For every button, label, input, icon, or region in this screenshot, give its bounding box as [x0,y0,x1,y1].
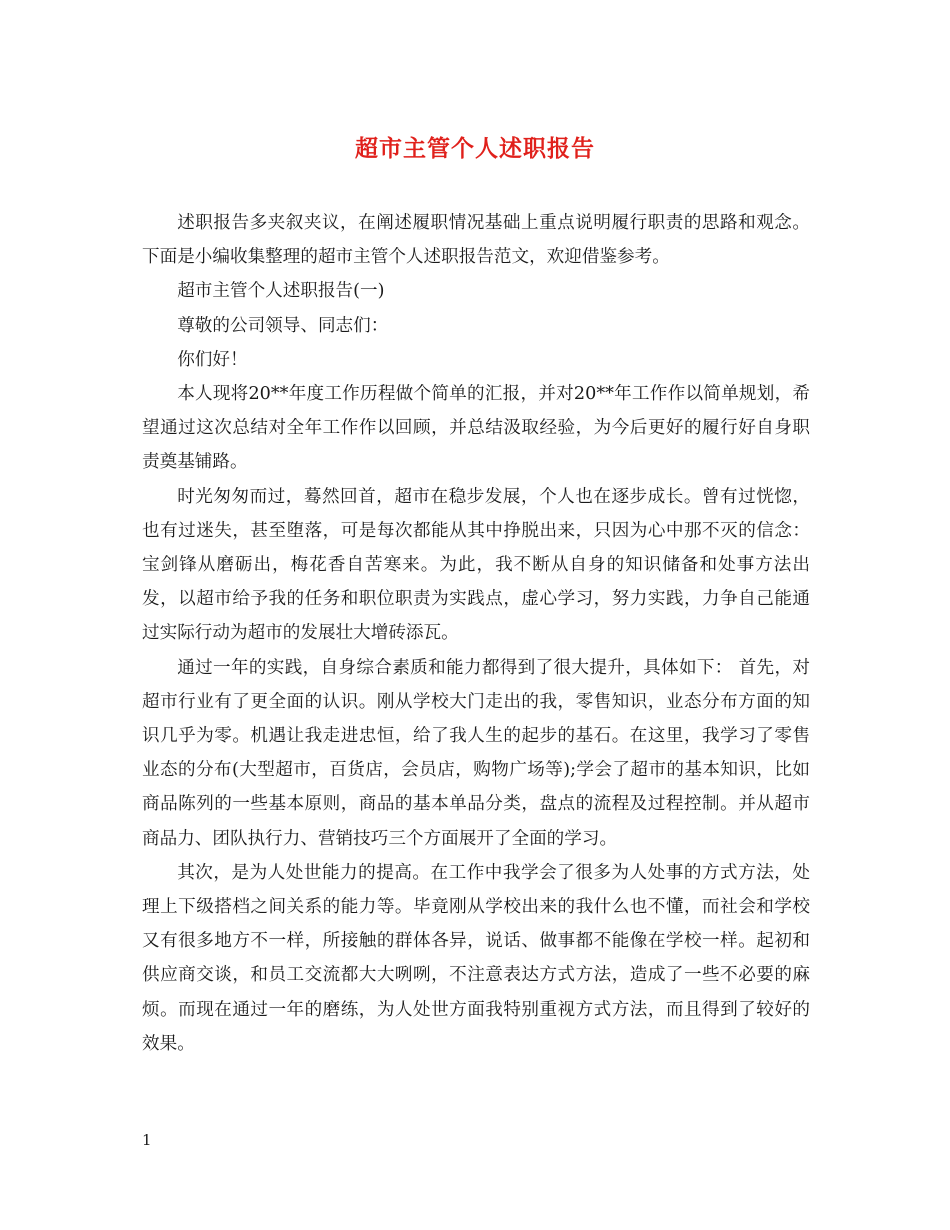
paragraph-reflection: 时光匆匆而过，蓦然回首，超市在稳步发展，个人也在逐步成长。曾有过恍惚，也有过迷失，甚至堕落，可是每次都能从其中挣脱出来，只因为心中那不灭的信念：宝剑锋从磨砺出，梅花香自苦寒来。为此，我不断从自身的知识储备和处事方法出发，以超市给予我的任务和职位职责为实践点，虚心学习，努力实践，力争自己能通过实际行动为超市的发展壮大增砖添瓦。 [142,486,810,644]
paragraph-section-heading: 超市主管个人述职报告(一) [177,281,385,302]
paragraph-industry-knowledge: 通过一年的实践，自身综合素质和能力都得到了很大提升，具体如下： 首先，对超市行业有了更全面的认识。刚从学校大门走出的我，零售知识，业态分布方面的知识几乎为零。机遇让我走进忠恒，给了我人生的起步的基石。在这里，我学习了零售业态的分布(大型超市，百货店，会员店，购物广场等);学会了超市的基本知识，比如商品陈列的一些基本原则，商品的基本单品分类，盘点的流程及过程控制。并从超市商品力、团队执行力、营销技巧三个方面展开了全面的学习。 [142,657,810,849]
document-body [142,206,810,1061]
paragraph-interpersonal-skills: 其次，是为人处世能力的提高。在工作中我学会了很多为人处事的方式方法，处理上下级搭档之间关系的能力等。毕竟刚从学校出来的我什么也不懂，而社会和学校又有很多地方不一样，所接触的群体各异，说话、做事都不能像在学校一样。起初和供应商交谈，和员工交流都大大咧咧，不注意表达方式方法，造成了一些不必要的麻烦。而现在通过一年的磨练，为人处世方面我特别重视方式方法，而且得到了较好的效果。 [142,862,810,1054]
paragraph-greeting: 你们好！ [177,349,248,370]
page-number: 1 [142,1131,152,1149]
paragraph-intro: 述职报告多夹叙夹议，在阐述履职情况基础上重点说明履行职责的思路和观念。下面是小编收集整理的超市主管个人述职报告范文，欢迎借鉴参考。 [142,213,810,268]
paragraph-summary: 本人现将20**年度工作历程做个简单的汇报，并对20**年工作作以简单规划，希望通过这次总结对全年工作作以回顾，并总结汲取经验，为今后更好的履行好自身职责奠基铺路。 [142,384,810,473]
document-title: 超市主管个人述职报告 [355,135,595,162]
paragraph-salutation: 尊敬的公司领导、同志们： [177,315,389,336]
